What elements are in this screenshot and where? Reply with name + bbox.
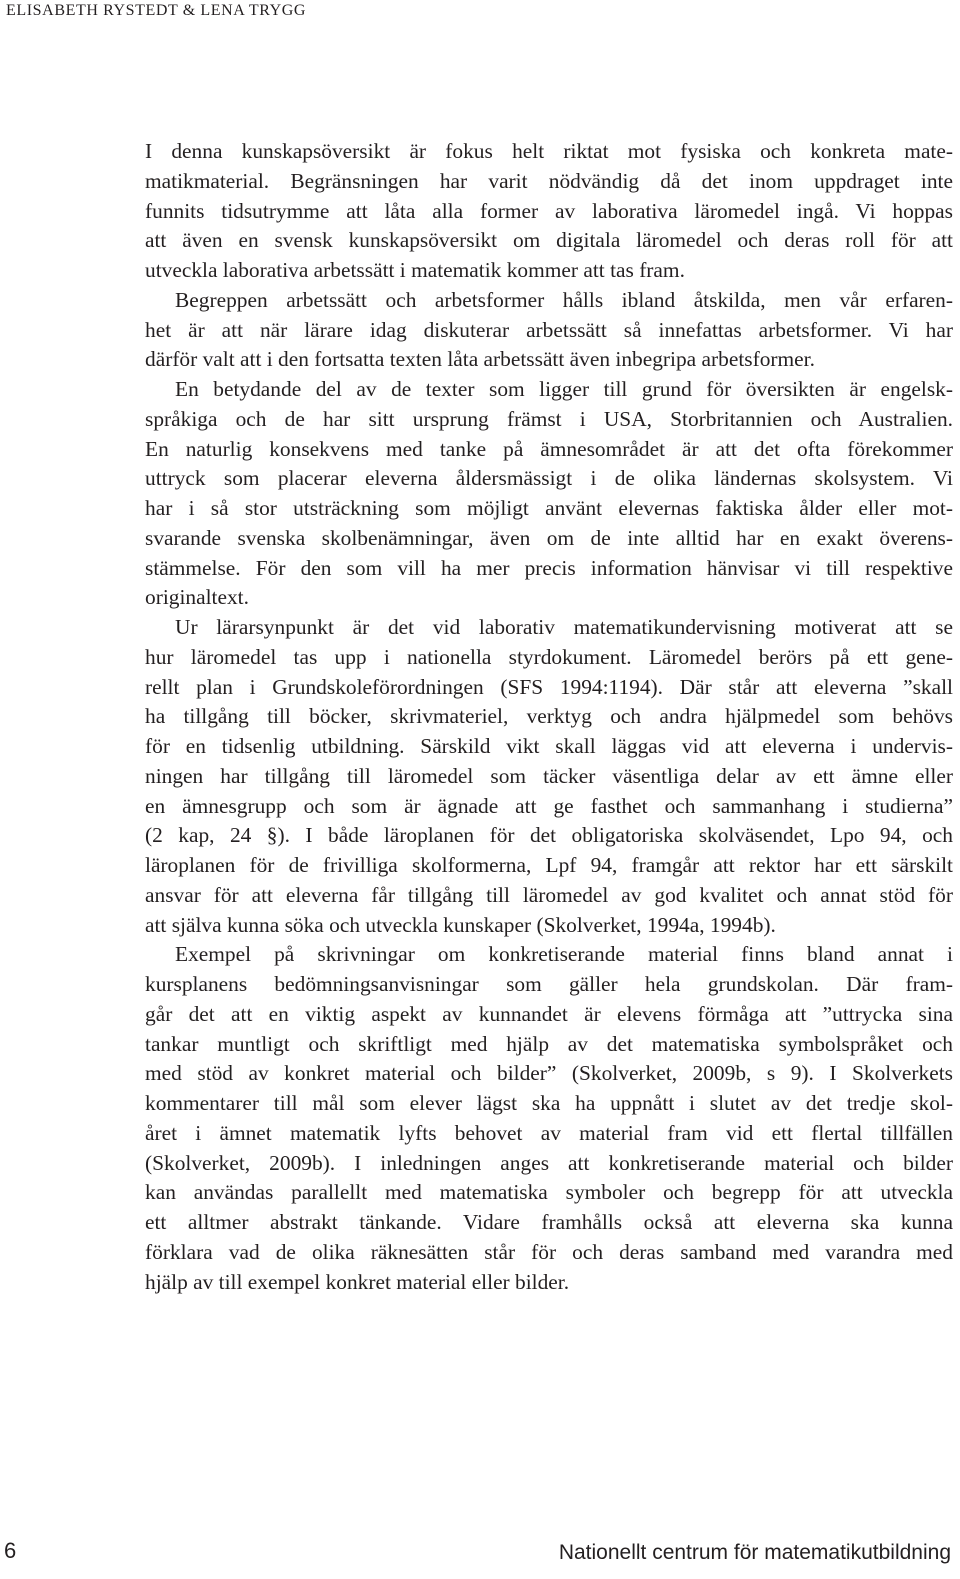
text-line: funnits tidsutrymme att låta alla former av laborativa läromedel ingå. Vi hoppas	[145, 198, 953, 223]
text-line: Exempel på skrivningar om konkretiserande material finns bland annat i	[175, 942, 953, 967]
text-line: kan användas parallellt med matematiska symboler och begrepp för att utveckla	[145, 1180, 953, 1205]
text-line: ha tillgång till böcker, skrivmateriel, verktyg och andra hjälpmedel som behövs	[145, 704, 953, 729]
text-line: att även en svensk kunskapsöversikt om digitala läromedel och deras roll för att	[145, 228, 953, 253]
text-line: en ämnesgrupp och som är ägnade att ge fasthet och sammanhang i studierna”	[145, 793, 953, 818]
text-line: matikmaterial. Begränsningen har varit nödvändig då det inom uppdraget inte	[145, 168, 953, 193]
text-line: stämmelse. För den som vill ha mer precis information hänvisar vi till respektive	[145, 555, 953, 580]
text-line: att själva kunna söka och utveckla kunskaper (Skolverket, 1994a, 1994b).	[145, 912, 776, 937]
text-line: läroplanen för de frivilliga skolformerna, Lpf 94, framgår att rektor har ett särskilt	[145, 853, 953, 877]
text-line: En naturlig konsekvens med tanke på ämnesområdet är att det ofta förekommer	[145, 436, 953, 461]
text-line: Begreppen arbetssätt och arbetsformer hålls ibland åtskilda, men vår erfaren-	[175, 287, 953, 312]
text-line: I denna kunskapsöversikt är fokus helt riktat mot fysiska och konkreta mate-	[145, 139, 953, 163]
text-line: språkiga och de har sitt ursprung främst i USA, Storbritannien och Australien.	[145, 406, 953, 431]
running-head: ELISABETH RYSTEDT & LENA TRYGG	[6, 2, 307, 19]
text-line: rellt plan i Grundskoleförordningen (SFS 1994:1194). Där står att eleverna ”skall	[145, 674, 953, 699]
text-line: En betydande del av de texter som ligger till grund för översikten är engelsk-	[175, 377, 953, 401]
text-line: för en tidsenlig utbildning. Särskild vikt skall läggas vid att eleverna i undervis-	[145, 734, 953, 758]
text-line: ningen har tillgång till läromedel som täcker väsentliga delar av ett ämne eller	[145, 763, 953, 788]
text-line: hur läromedel tas upp i nationella styrdokument. Läromedel berörs på ett gene-	[145, 644, 953, 669]
text-line: därför valt att i den fortsatta texten låta arbetssätt även inbegripa arbetsformer.	[145, 347, 815, 372]
text-line: ett alltmer abstrakt tänkande. Vidare framhålls också att eleverna ska kunna	[145, 1210, 953, 1234]
text-line: svarande svenska skolbenämningar, även om de inte alltid har en exakt överens-	[145, 525, 953, 550]
text-line: utveckla laborativa arbetssätt i matematik kommer att tas fram.	[145, 258, 685, 282]
text-line: kursplanens bedömningsanvisningar som gäller hela grundskolan. Där fram-	[145, 972, 953, 996]
text-line: året i ämnet matematik lyfts behovet av material fram vid ett flertal tillfällen	[145, 1120, 953, 1145]
text-line: uttryck som placerar eleverna åldersmässigt i de olika ländernas skolsystem. Vi	[145, 466, 953, 491]
text-line: het är att när lärare idag diskuterar arbetssätt så innefattas arbetsformer. Vi har	[145, 317, 953, 342]
text-line: (Skolverket, 2009b). I inledningen anges att konkretiserande material och bilder	[145, 1150, 953, 1175]
text-line: går det att en viktig aspekt av kunnandet är elevens förmåga att ”uttrycka sina	[145, 1001, 953, 1026]
text-line: med stöd av konkret material och bilder” (Skolverket, 2009b, s 9). I Skolverkets	[145, 1061, 953, 1086]
text-line: Ur lärarsynpunkt är det vid laborativ matematikundervisning motiverat att se	[175, 615, 953, 639]
text-line: hjälp av till exempel konkret material eller bilder.	[145, 1269, 570, 1294]
text-line: har i så stor utsträckning som möjligt använt elevernas faktiska ålder eller mot-	[145, 496, 953, 520]
text-line: förklara vad de olika räknesätten står för och deras samband med varandra med	[145, 1239, 953, 1264]
body-text	[145, 137, 953, 1297]
text-line: ansvar för att eleverna får tillgång till läromedel av god kvalitet och annat stöd för	[145, 882, 953, 907]
page-number: 6	[4, 1538, 17, 1563]
text-line: originaltext.	[145, 585, 249, 610]
text-line: kommentarer till mål som elever lägst ska ha uppnått i slutet av det tredje skol-	[145, 1091, 953, 1115]
text-line: tankar muntligt och skriftligt med hjälp av det matematiska symbolspråket och	[145, 1031, 953, 1056]
text-line: (2 kap, 24 §). I både läroplanen för det obligatoriska skolväsendet, Lpo 94, och	[145, 823, 953, 848]
footer-publisher: Nationellt centrum för matematikutbildning	[558, 1541, 951, 1564]
